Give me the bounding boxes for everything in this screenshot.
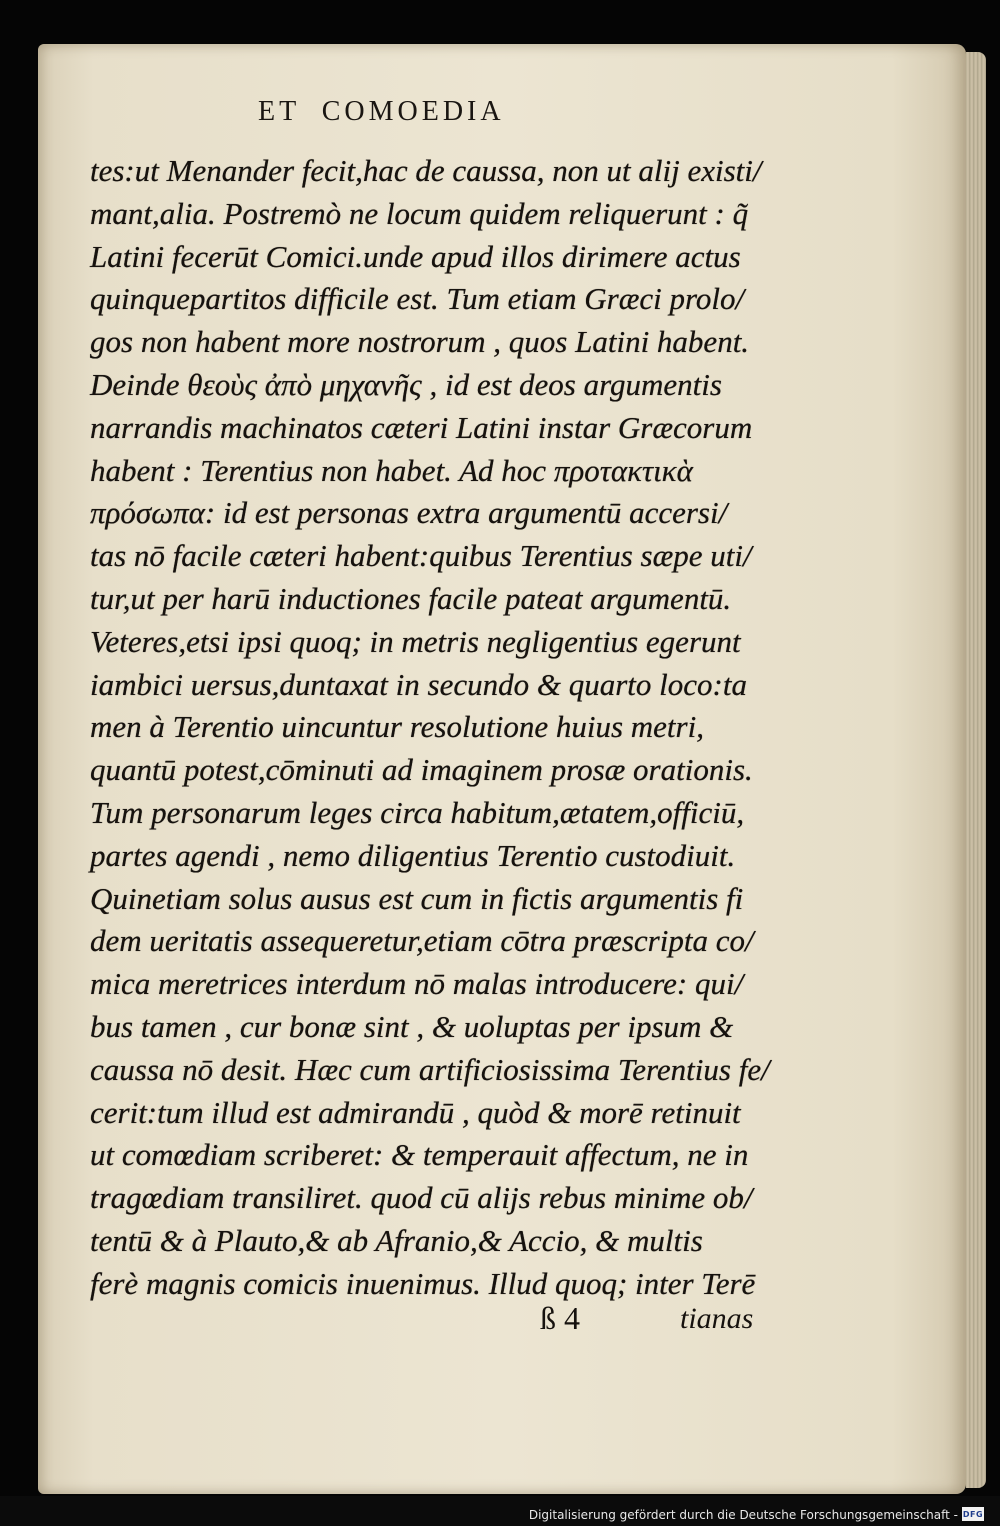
page-fore-edge — [966, 52, 986, 1488]
text-line: men à Terentio uincuntur resolutione huius metri, — [90, 709, 704, 745]
text-line: Quinetiam solus ausus est cum in fictis argumentis fi — [90, 880, 744, 916]
text-line: tragœdiam transiliret. quod cū alijs rebus minime ob/ — [90, 1180, 753, 1216]
text-line: mant,alia. Postremò ne locum quidem reliquerunt : q̃ — [90, 195, 749, 231]
text-line: quantū potest,cōminuti ad imaginem prosæ orationis. — [90, 752, 753, 788]
running-head: ET COMOEDIA — [258, 96, 505, 127]
text-line: cerit:tum illud est admirandū , quòd & morē retinuit — [90, 1094, 741, 1130]
text-line: bus tamen , cur bonæ sint , & uoluptas per ipsum & — [90, 1008, 734, 1044]
catchword: tianas — [680, 1302, 754, 1335]
text-line: ferè magnis comicis inuenimus. Illud quoq; inter Terē — [90, 1265, 756, 1301]
digitization-credit: Digitalisierung gefördert durch die Deutsche Forschungsgemeinschaft - — [528, 1508, 958, 1522]
signature-mark: ß 4 — [540, 1300, 580, 1336]
text-line: Deinde θεοὺς ἀπὸ μηχανῆς , id est deos argumentis — [90, 366, 722, 402]
text-line: gos non habent more nostrorum , quos Latini habent. — [90, 324, 750, 360]
text-line: dem ueritatis assequeretur,etiam cōtra præscripta co/ — [90, 923, 754, 959]
text-line: iambici uersus,duntaxat in secundo & quarto loco:ta — [90, 666, 747, 702]
text-line: Veteres,etsi ipsi quoq; in metris negligentius egerunt — [90, 623, 741, 659]
text-line: mica meretrices interdum nō malas introducere: qui/ — [90, 966, 744, 1002]
text-line: caussa nō desit. Hæc cum artificiosissima Terentius fe/ — [90, 1051, 770, 1087]
text-line: tes:ut Menander fecit,hac de caussa, non ut alij existi/ — [90, 153, 762, 188]
text-line: habent : Terentius non habet. Ad hoc προτακτικὰ — [90, 452, 693, 488]
dfg-logo: DFG — [962, 1507, 984, 1521]
text-line: partes agendi , nemo diligentius Terentio custodiuit. — [90, 837, 736, 873]
text-line: tur,ut per harū inductiones facile pateat argumentū. — [90, 580, 732, 616]
text-line: tas nō facile cæteri habent:quibus Terentius sæpe uti/ — [90, 538, 752, 574]
text-line: πρόσωπα: id est personas extra argumentū accersi/ — [90, 495, 728, 531]
body-text — [90, 150, 770, 1306]
text-line: narrandis machinatos cæteri Latini instar Græcorum — [90, 409, 753, 445]
text-line: ut comœdiam scriberet: & temperauit affectum, ne in — [90, 1137, 749, 1173]
text-line: Latini fecerūt Comici.unde apud illos dirimere actus — [90, 238, 741, 274]
text-line: tentū & à Plauto,& ab Afranio,& Accio, & multis — [90, 1222, 703, 1258]
text-line: quinquepartitos difficile est. Tum etiam Græci prolo/ — [90, 281, 745, 317]
text-line: Tum personarum leges circa habitum,ætatem,officiū, — [90, 794, 745, 830]
